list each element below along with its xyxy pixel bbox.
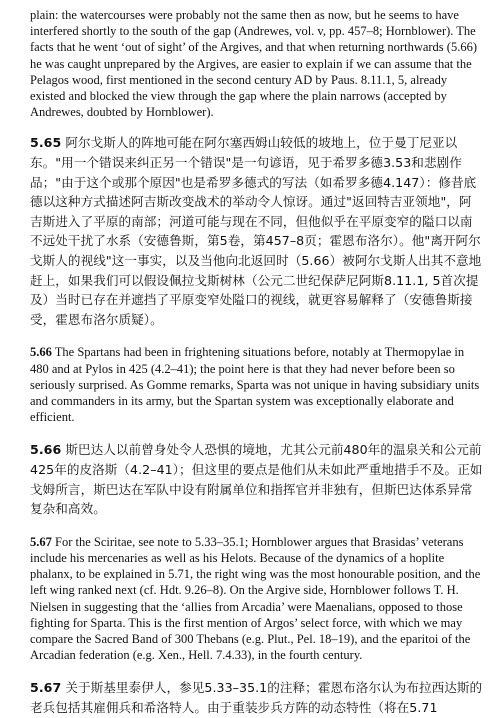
paragraph-text: plain: the watercourses were probably not the same then as now, but he seems to have interfered shortly to the south of the gap (Andrewes, vol. v, pp. 457–8; Hornblower). The facts that he went ‘out of sight’ of the Argives, and that when returning northwards (5.66) he was caught unprepared by the Argives, are easier to explain if we can assume that the Pelagos wood, first mentioned in the second century AD by Paus. 8.11.1, 5, already existed and blocked the view through the gap where the plain narrows (accepted by Andrewes, doubted by Hornblower). (30, 8, 477, 120)
section-number: 5.65 (30, 135, 62, 151)
paragraph-en-5-67 (30, 534, 484, 664)
section-number: 5.67 (30, 534, 52, 549)
paragraph-en-5-66 (30, 344, 484, 425)
paragraph-zh-5-66 (30, 440, 484, 518)
paragraph-text: 关于斯基里泰伊人，参见5.33–35.1的注释；霍恩布洛尔认为布拉西达斯的老兵包括其雇佣兵和希洛特人。由于重装步兵方阵的动态特性（将在5.71 (30, 680, 483, 715)
paragraph-en-continuation (30, 7, 484, 120)
paragraph-zh-5-67 (30, 678, 484, 717)
section-number: 5.67 (30, 680, 62, 696)
paragraph-text: The Spartans had been in frightening situations before, notably at Thermopylae in 480 and at Pylos in 425 (4.2–41); the point here is that they had never before been so seriously surprised. As Gomme remarks, Sparta was not unique in having subsidiary units and commanders in its army, but the Spartan system was exceptionally elaborate and efficient. (30, 345, 480, 425)
paragraph-text: For the Sciritae, see note to 5.33–35.1; Hornblower argues that Brasidas’ veterans include his mercenaries as well as his Helots. Because of the dynamics of a hoplite phalanx, to be explained in 5.71, the right wing was the most honourable position, and the left wing ranked next (cf. Hdt. 9.26–8). On the Argive side, Hornblower follows T. H. Nielsen in suggesting that the ‘allies from Arcadia’ were Maenalians, opposed to those fighting for Sparta. This is the first mention of Argos’ select force, with which we may compare the Sacred Band of 300 Thebans (e.g. Plut., Pel. 18–19), and the eparitoi of the Arcadian federation (e.g. Xen., Hell. 7.4.33), in the fourth century. (30, 534, 481, 663)
section-number: 5.66 (30, 345, 52, 360)
section-number: 5.66 (30, 442, 62, 458)
paragraph-text: 阿尔戈斯人的阵地可能在阿尔塞西姆山较低的坡地上，位于曼丁尼亚以东。"用一个错误来纠正另一个错误"是一句谚语，见于希罗多德3.53和悲剧作品；"由于这个或那个原因"也是希罗多德式的写法（如希罗多德4.147）：修昔底德以这种方式描述阿吉斯改变战术的举动令人惊讶。通过"返回特吉亚领地"，阿吉斯进入了平原的南部；河道可能与现在不同，但他似乎在平原变窄的隘口以南不远处干扰了水系（安德鲁斯，第5卷，第457–8页；霍恩布洛尔）。他"离开阿尔戈斯人的视线"这一事实，以及当他向北返回时（5.66）被阿尔戈斯人出其不意地赶上，如果我们可以假设佩拉戈斯树林（公元二世纪保萨尼阿斯8.11.1, 5首次提及）当时已存在并遮挡了平原变窄处隘口的视线，就更容易解释了（安德鲁斯接受，霍恩布洛尔质疑）。 (30, 135, 482, 327)
paragraph-text: 斯巴达人以前曾身处令人恐惧的境地，尤其公元前480年的温泉关和公元前425年的皮洛斯（4.2–41）；但这里的要点是他们从未如此严重地措手不及。正如戈姆所言，斯巴达在军队中设有附属单位和指挥官并非独有，但斯巴达体系异常复杂和高效。 (30, 442, 483, 517)
paragraph-zh-5-65 (30, 133, 484, 329)
